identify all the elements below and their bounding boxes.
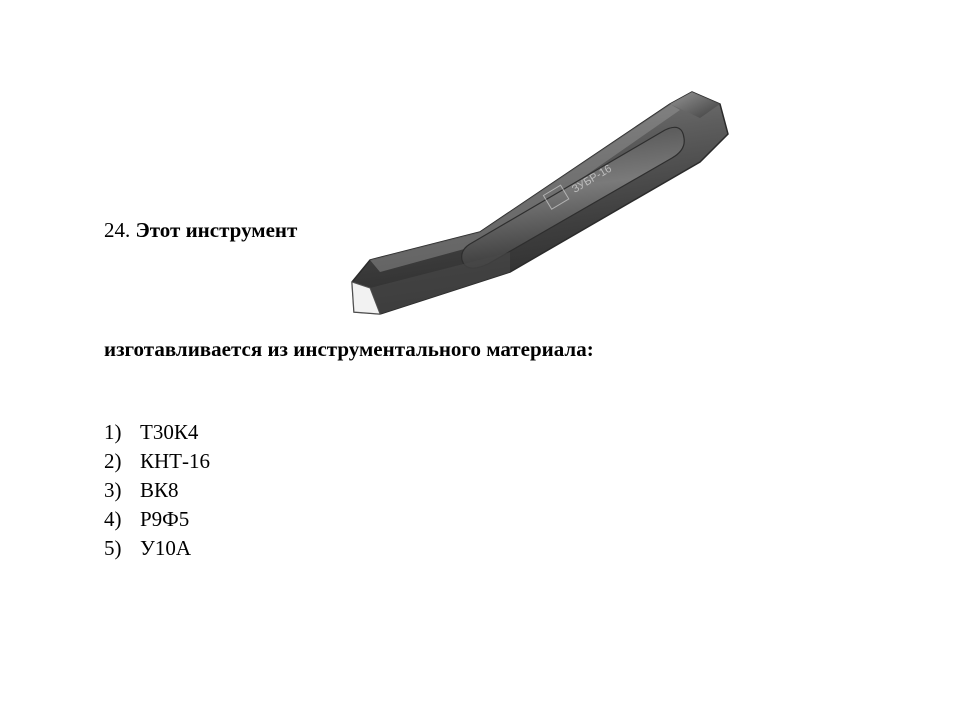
chisel-tool-icon [340, 82, 740, 328]
option-text: КНТ-16 [140, 449, 210, 473]
stamp-text: ЗУБР-16 [569, 162, 614, 196]
answer-option [104, 476, 210, 505]
option-text: Т30К4 [140, 420, 199, 444]
option-number: 3) [104, 478, 122, 502]
option-number: 4) [104, 507, 122, 531]
option-number: 2) [104, 449, 122, 473]
question-stem: Этот инструмент [135, 218, 298, 242]
answer-option [104, 418, 210, 447]
option-number: 1) [104, 420, 122, 444]
answer-option [104, 534, 210, 563]
answer-options [104, 418, 210, 563]
question-title [104, 216, 297, 244]
option-text: У10А [140, 536, 192, 560]
question-number: 24. [104, 218, 131, 242]
option-text: Р9Ф5 [140, 507, 190, 531]
answer-option [104, 447, 210, 476]
option-number: 5) [104, 536, 122, 560]
question-continuation: изготавливается из инструментального материала: [104, 337, 594, 361]
answer-option [104, 505, 210, 534]
option-text: ВК8 [140, 478, 179, 502]
